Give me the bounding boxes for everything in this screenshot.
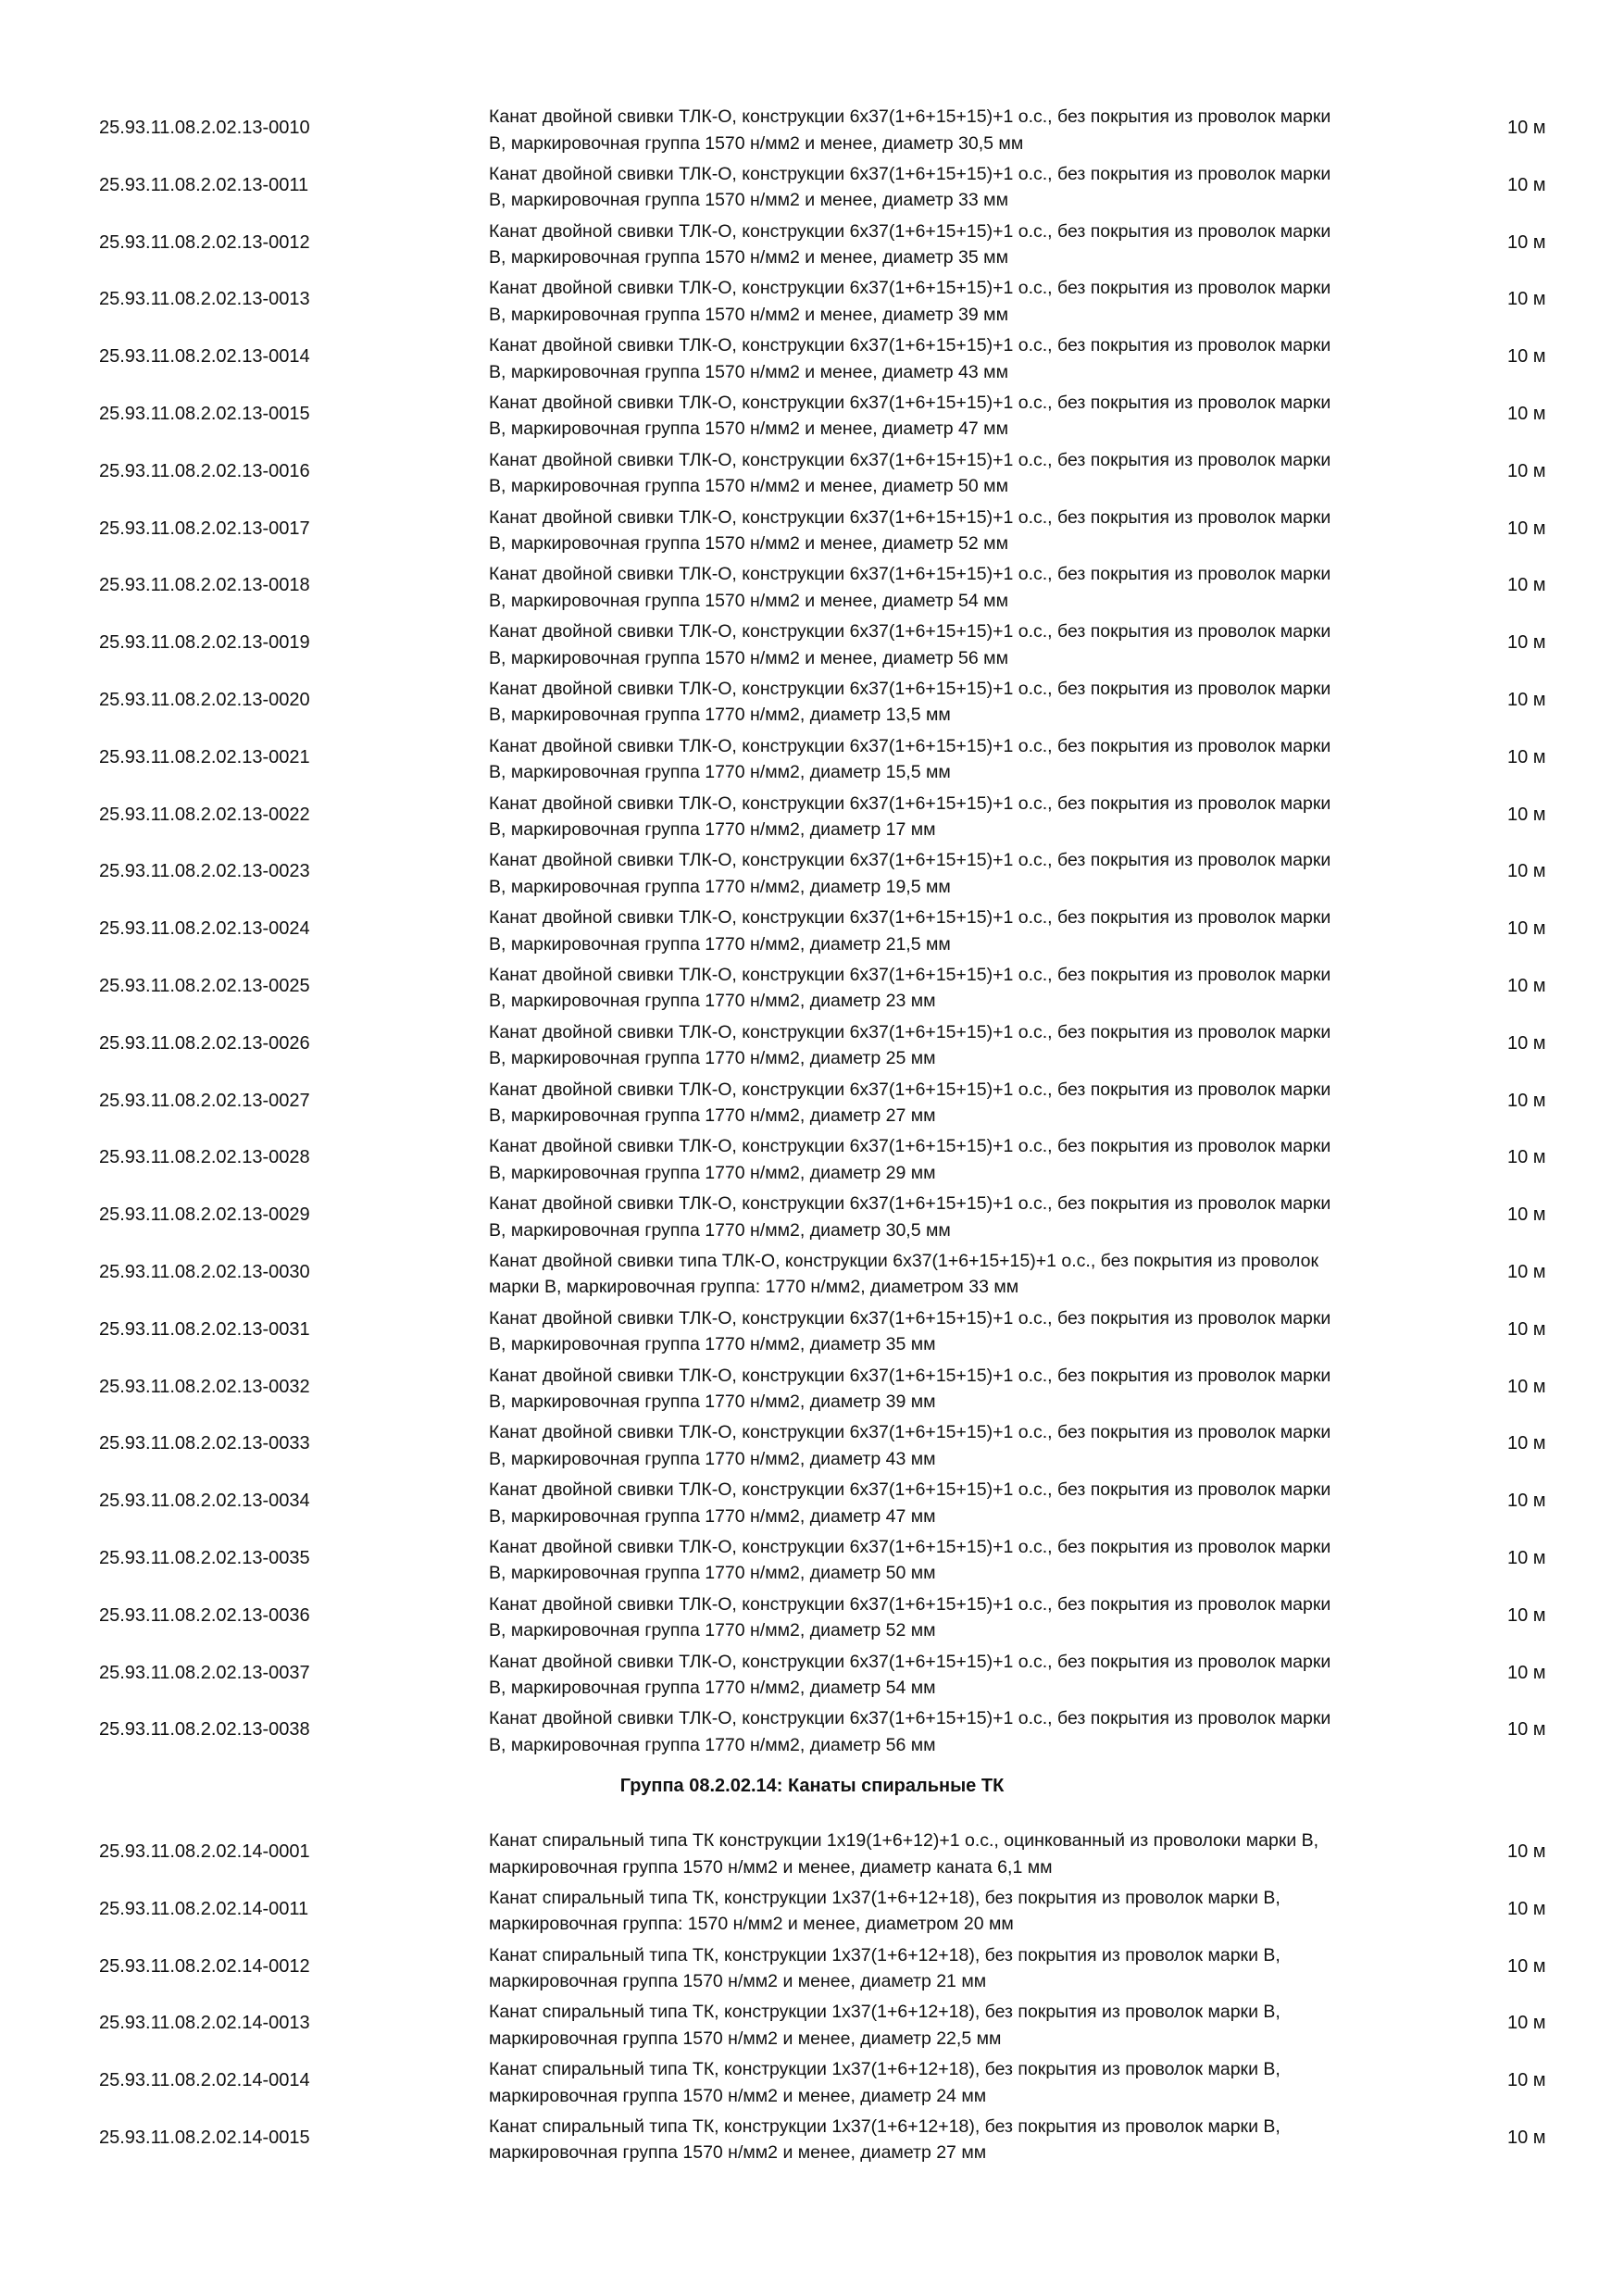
table-row [0, 386, 1624, 443]
row-description-line: Канат двойной свивки ТЛК-О, конструкции 6х37(1+6+15+15)+1 о.с., без покрытия из проволок марки [489, 449, 1331, 470]
table-row [0, 1359, 1624, 1416]
row-description-line: В, маркировочная группа 1570 н/мм2 и менее, диаметр 33 мм [489, 190, 1008, 211]
row-unit: 10 м [1507, 403, 1546, 424]
row-description [489, 618, 1452, 671]
row-code: 25.93.11.08.2.02.13-0021 [99, 746, 310, 767]
row-description-line: Канат двойной свивки ТЛК-О, конструкции 6х37(1+6+15+15)+1 о.с., без покрытия из проволок марки [489, 392, 1331, 413]
row-code: 25.93.11.08.2.02.13-0020 [99, 689, 310, 710]
table-row [0, 271, 1624, 329]
row-code: 25.93.11.08.2.02.13-0018 [99, 575, 310, 596]
row-description-line: Канат двойной свивки ТЛК-О, конструкции 6х37(1+6+15+15)+1 о.с., без покрытия из проволок марки [489, 1307, 1331, 1329]
row-description-line: Канат двойной свивки типа ТЛК-О, конструкции 6х37(1+6+15+15)+1 о.с., без покрытия из проволок [489, 1250, 1319, 1271]
row-description-line: Канат двойной свивки ТЛК-О, конструкции 6х37(1+6+15+15)+1 о.с., без покрытия из проволок марки [489, 506, 1331, 528]
row-description-line: Канат двойной свивки ТЛК-О, конструкции 6х37(1+6+15+15)+1 о.с., без покрытия из проволок марки [489, 1593, 1331, 1615]
row-code: 25.93.11.08.2.02.13-0010 [99, 118, 310, 138]
row-description-line: Канат двойной свивки ТЛК-О, конструкции 6х37(1+6+15+15)+1 о.с., без покрытия из проволок марки [489, 621, 1331, 643]
row-code: 25.93.11.08.2.02.13-0036 [99, 1604, 310, 1626]
row-description [489, 1248, 1452, 1301]
row-description-line: В, маркировочная группа 1570 н/мм2 и менее, диаметр 54 мм [489, 590, 1008, 611]
row-code: 25.93.11.08.2.02.14-0014 [99, 2070, 310, 2091]
row-description-line: В, маркировочная группа 1770 н/мм2, диаметр 25 мм [489, 1048, 936, 1069]
row-description-line: Канат спиральный типа ТК, конструкции 1х37(1+6+12+18), без покрытия из проволок марки В, [489, 2115, 1280, 2137]
row-unit: 10 м [1507, 746, 1546, 767]
row-unit: 10 м [1507, 1719, 1546, 1741]
table-row [0, 958, 1624, 1016]
table-row [0, 843, 1624, 901]
row-description-line: В, маркировочная группа 1770 н/мм2, диаметр 39 мм [489, 1391, 936, 1413]
row-description-line: В, маркировочная группа 1570 н/мм2 и менее, диаметр 43 мм [489, 361, 1008, 382]
row-description [489, 1828, 1452, 1880]
row-description-line: В, маркировочная группа 1770 н/мм2, диаметр 56 мм [489, 1734, 936, 1755]
row-description-line: В, маркировочная группа 1570 н/мм2 и менее, диаметр 52 мм [489, 533, 1008, 555]
row-code: 25.93.11.08.2.02.13-0015 [99, 403, 310, 424]
row-description [489, 1885, 1452, 1938]
table-row [0, 1302, 1624, 1359]
row-code: 25.93.11.08.2.02.14-0013 [99, 2013, 310, 2034]
table-row [0, 1187, 1624, 1244]
row-description [489, 1077, 1452, 1129]
row-description-line: маркировочная группа 1570 н/мм2 и менее, диаметр 21 мм [489, 1971, 987, 1992]
row-description-line: маркировочная группа 1570 н/мм2 и менее, диаметр 27 мм [489, 2142, 987, 2164]
row-unit: 10 м [1507, 231, 1546, 253]
row-code: 25.93.11.08.2.02.14-0001 [99, 1841, 310, 1862]
row-description-line: Канат двойной свивки ТЛК-О, конструкции 6х37(1+6+15+15)+1 о.с., без покрытия из проволок марки [489, 163, 1331, 184]
table-row [0, 1530, 1624, 1588]
row-description-line: В, маркировочная группа 1770 н/мм2, диаметр 43 мм [489, 1448, 936, 1469]
row-description [489, 847, 1452, 900]
row-description-line: В, маркировочная группа 1570 н/мм2 и менее, диаметр 50 мм [489, 476, 1008, 497]
row-description-line: В, маркировочная группа 1770 н/мм2, диаметр 50 мм [489, 1563, 936, 1584]
row-description-line: В, маркировочная группа 1570 н/мм2 и менее, диаметр 35 мм [489, 247, 1008, 268]
row-code: 25.93.11.08.2.02.13-0027 [99, 1090, 310, 1111]
row-description-line: В, маркировочная группа 1570 н/мм2 и менее, диаметр 39 мм [489, 304, 1008, 325]
row-code: 25.93.11.08.2.02.14-0011 [99, 1898, 309, 1919]
row-unit: 10 м [1507, 2127, 1546, 2148]
row-code: 25.93.11.08.2.02.13-0028 [99, 1147, 310, 1168]
row-description-line: маркировочная группа 1570 н/мм2 и менее, диаметр 24 мм [489, 2085, 987, 2106]
row-unit: 10 м [1507, 804, 1546, 825]
row-description-line: В, маркировочная группа 1770 н/мм2, диаметр 23 мм [489, 991, 936, 1012]
row-description [489, 275, 1452, 328]
row-description-line: Канат двойной свивки ТЛК-О, конструкции 6х37(1+6+15+15)+1 о.с., без покрытия из проволок марки [489, 1536, 1331, 1557]
row-unit: 10 м [1507, 1261, 1546, 1282]
table-row [0, 1939, 1624, 1996]
row-description-line: Канат двойной свивки ТЛК-О, конструкции 6х37(1+6+15+15)+1 о.с., без покрытия из проволок марки [489, 1651, 1331, 1672]
table-row [0, 1702, 1624, 1759]
row-unit: 10 м [1507, 975, 1546, 996]
row-description [489, 1942, 1452, 1995]
row-description [489, 1191, 1452, 1243]
row-code: 25.93.11.08.2.02.13-0017 [99, 518, 310, 539]
table-row [0, 215, 1624, 272]
row-code: 25.93.11.08.2.02.13-0023 [99, 861, 310, 882]
row-description-line: Канат двойной свивки ТЛК-О, конструкции 6х37(1+6+15+15)+1 о.с., без покрытия из проволок марки [489, 907, 1331, 929]
row-unit: 10 м [1507, 174, 1546, 195]
row-unit: 10 м [1507, 1318, 1546, 1340]
row-description-line: В, маркировочная группа 1770 н/мм2, диаметр 15,5 мм [489, 762, 951, 783]
row-description [489, 561, 1452, 614]
table-row [0, 443, 1624, 501]
row-unit: 10 м [1507, 632, 1546, 654]
row-unit: 10 м [1507, 918, 1546, 940]
row-description [489, 1649, 1452, 1702]
table-row [0, 557, 1624, 615]
row-description-line: Канат двойной свивки ТЛК-О, конструкции 6х37(1+6+15+15)+1 о.с., без покрытия из проволок марки [489, 1479, 1331, 1501]
row-description-line: Канат спиральный типа ТК конструкции 1х19(1+6+12)+1 о.с., оцинкованный из проволоки марки В, [489, 1830, 1319, 1851]
table-row [0, 1416, 1624, 1473]
row-description [489, 905, 1452, 957]
row-code: 25.93.11.08.2.02.13-0033 [99, 1433, 310, 1454]
row-unit: 10 м [1507, 1204, 1546, 1226]
table-row [0, 615, 1624, 672]
row-description [489, 1477, 1452, 1529]
row-code: 25.93.11.08.2.02.13-0011 [99, 174, 309, 195]
row-description-line: В, маркировочная группа 1770 н/мм2, диаметр 29 мм [489, 1162, 936, 1183]
row-description [489, 1534, 1452, 1587]
row-description [489, 161, 1452, 214]
row-description-line: Канат двойной свивки ТЛК-О, конструкции 6х37(1+6+15+15)+1 о.с., без покрытия из проволок марки [489, 792, 1331, 814]
table-row [0, 1016, 1624, 1073]
row-unit: 10 м [1507, 1547, 1546, 1568]
row-description-line: В, маркировочная группа 1570 н/мм2 и менее, диаметр 56 мм [489, 647, 1008, 668]
row-description-line: Канат двойной свивки ТЛК-О, конструкции 6х37(1+6+15+15)+1 о.с., без покрытия из проволок марки [489, 1365, 1331, 1386]
row-description-line: Канат двойной свивки ТЛК-О, конструкции 6х37(1+6+15+15)+1 о.с., без покрытия из проволок марки [489, 564, 1331, 585]
row-unit: 10 м [1507, 1090, 1546, 1111]
row-code: 25.93.11.08.2.02.13-0038 [99, 1719, 310, 1741]
row-code: 25.93.11.08.2.02.13-0019 [99, 632, 310, 654]
row-unit: 10 м [1507, 1032, 1546, 1054]
row-description [489, 447, 1452, 500]
row-description [489, 733, 1452, 786]
row-description-line: В, маркировочная группа 1770 н/мм2, диаметр 47 мм [489, 1505, 936, 1527]
row-description [489, 1999, 1452, 2052]
row-description-line: Канат двойной свивки ТЛК-О, конструкции 6х37(1+6+15+15)+1 о.с., без покрытия из проволок марки [489, 1136, 1331, 1157]
table-row [0, 1995, 1624, 2053]
row-description-line: В, маркировочная группа 1770 н/мм2, диаметр 54 мм [489, 1678, 936, 1699]
row-code: 25.93.11.08.2.02.14-0012 [99, 1955, 310, 1977]
row-description [489, 962, 1452, 1015]
row-description-line: Канат двойной свивки ТЛК-О, конструкции 6х37(1+6+15+15)+1 о.с., без покрытия из проволок марки [489, 678, 1331, 699]
table-row [0, 787, 1624, 844]
row-unit: 10 м [1507, 346, 1546, 368]
table-row [0, 2110, 1624, 2167]
row-code: 25.93.11.08.2.02.13-0035 [99, 1547, 310, 1568]
table-row [0, 157, 1624, 215]
row-unit: 10 м [1507, 518, 1546, 539]
row-code: 25.93.11.08.2.02.13-0029 [99, 1204, 310, 1226]
row-description-line: маркировочная группа 1570 н/мм2 и менее, диаметр 22,5 мм [489, 2028, 1002, 2049]
table-row [0, 1588, 1624, 1645]
row-description-line: Канат спиральный типа ТК, конструкции 1х37(1+6+12+18), без покрытия из проволок марки В, [489, 2059, 1280, 2080]
table-row [0, 1881, 1624, 1939]
row-description-line: Канат спиральный типа ТК, конструкции 1х37(1+6+12+18), без покрытия из проволок марки В, [489, 1887, 1280, 1908]
row-description-line: Канат двойной свивки ТЛК-О, конструкции 6х37(1+6+15+15)+1 о.с., без покрытия из проволок марки [489, 106, 1331, 127]
row-unit: 10 м [1507, 118, 1546, 138]
row-unit: 10 м [1507, 2070, 1546, 2091]
table-row [0, 730, 1624, 787]
row-code: 25.93.11.08.2.02.13-0022 [99, 804, 310, 825]
table-row [0, 501, 1624, 558]
row-description [489, 2114, 1452, 2166]
row-code: 25.93.11.08.2.02.13-0037 [99, 1662, 310, 1683]
row-description-line: маркировочная группа: 1570 н/мм2 и менее, диаметром 20 мм [489, 1914, 1014, 1935]
table-row [0, 1824, 1624, 1881]
group-heading: Группа 08.2.02.14: Канаты спиральные ТК [619, 1776, 1005, 1796]
row-description [489, 2056, 1452, 2109]
row-description-line: Канат двойной свивки ТЛК-О, конструкции 6х37(1+6+15+15)+1 о.с., без покрытия из проволок марки [489, 964, 1331, 985]
row-description-line: В, маркировочная группа 1770 н/мм2, диаметр 19,5 мм [489, 876, 951, 897]
row-description [489, 676, 1452, 729]
table-row [0, 329, 1624, 386]
row-unit: 10 м [1507, 1376, 1546, 1397]
row-description [489, 791, 1452, 843]
table-row [0, 100, 1624, 157]
row-description-line: В, маркировочная группа 1570 н/мм2 и менее, диаметр 47 мм [489, 418, 1008, 440]
table-row [0, 2053, 1624, 2110]
table-row [0, 1244, 1624, 1302]
row-description [489, 1363, 1452, 1416]
row-description-line: В, маркировочная группа 1770 н/мм2, диаметр 52 мм [489, 1620, 936, 1641]
row-unit: 10 м [1507, 289, 1546, 310]
row-description [489, 1591, 1452, 1644]
row-description-line: маркировочная группа 1570 н/мм2 и менее, диаметр каната 6,1 мм [489, 1856, 1053, 1878]
table-row [0, 672, 1624, 730]
group-14-table [0, 1824, 1624, 2167]
row-unit: 10 м [1507, 1898, 1546, 1919]
row-description [489, 1419, 1452, 1472]
row-description-line: В, маркировочная группа 1770 н/мм2, диаметр 27 мм [489, 1105, 936, 1127]
table-row [0, 1073, 1624, 1130]
row-unit: 10 м [1507, 861, 1546, 882]
row-description [489, 505, 1452, 557]
row-description-line: Канат спиральный типа ТК, конструкции 1х37(1+6+12+18), без покрытия из проволок марки В, [489, 1944, 1280, 1965]
row-description-line: Канат двойной свивки ТЛК-О, конструкции 6х37(1+6+15+15)+1 о.с., без покрытия из проволок марки [489, 1021, 1331, 1042]
row-unit: 10 м [1507, 575, 1546, 596]
row-description-line: Канат двойной свивки ТЛК-О, конструкции 6х37(1+6+15+15)+1 о.с., без покрытия из проволок марки [489, 735, 1331, 756]
row-code: 25.93.11.08.2.02.13-0032 [99, 1376, 310, 1397]
row-unit: 10 м [1507, 1491, 1546, 1512]
row-description [489, 1019, 1452, 1072]
row-description [489, 218, 1452, 271]
table-row [0, 1129, 1624, 1187]
row-description-line: Канат двойной свивки ТЛК-О, конструкции 6х37(1+6+15+15)+1 о.с., без покрытия из проволок марки [489, 1079, 1331, 1100]
row-description [489, 1133, 1452, 1186]
row-description-line: Канат двойной свивки ТЛК-О, конструкции 6х37(1+6+15+15)+1 о.с., без покрытия из проволок марки [489, 220, 1331, 242]
row-code: 25.93.11.08.2.02.13-0014 [99, 346, 310, 368]
row-code: 25.93.11.08.2.02.13-0016 [99, 460, 310, 481]
row-description [489, 390, 1452, 443]
row-description-line: В, маркировочная группа 1570 н/мм2 и менее, диаметр 30,5 мм [489, 132, 1024, 154]
row-code: 25.93.11.08.2.02.13-0031 [99, 1318, 310, 1340]
row-unit: 10 м [1507, 1955, 1546, 1977]
row-description-line: В, маркировочная группа 1770 н/мм2, диаметр 17 мм [489, 819, 936, 841]
row-description [489, 104, 1452, 156]
row-code: 25.93.11.08.2.02.13-0034 [99, 1491, 310, 1512]
row-code: 25.93.11.08.2.02.13-0013 [99, 289, 310, 310]
table-row [0, 1473, 1624, 1530]
row-description-line: В, маркировочная группа 1770 н/мм2, диаметр 13,5 мм [489, 705, 951, 726]
row-description-line: Канат двойной свивки ТЛК-О, конструкции 6х37(1+6+15+15)+1 о.с., без покрытия из проволок марки [489, 1193, 1331, 1215]
row-code: 25.93.11.08.2.02.13-0012 [99, 231, 310, 253]
row-description-line: В, маркировочная группа 1770 н/мм2, диаметр 35 мм [489, 1334, 936, 1355]
row-description-line: В, маркировочная группа 1770 н/мм2, диаметр 30,5 мм [489, 1219, 951, 1241]
row-unit: 10 м [1507, 1147, 1546, 1168]
row-description-line: Канат двойной свивки ТЛК-О, конструкции 6х37(1+6+15+15)+1 о.с., без покрытия из проволок марки [489, 278, 1331, 299]
row-description [489, 332, 1452, 385]
group-13-table [0, 100, 1624, 1759]
row-description-line: Канат двойной свивки ТЛК-О, конструкции 6х37(1+6+15+15)+1 о.с., без покрытия из проволок марки [489, 850, 1331, 871]
row-description-line: Канат двойной свивки ТЛК-О, конструкции 6х37(1+6+15+15)+1 о.с., без покрытия из проволок марки [489, 1708, 1331, 1729]
row-unit: 10 м [1507, 460, 1546, 481]
row-unit: 10 м [1507, 1433, 1546, 1454]
row-code: 25.93.11.08.2.02.14-0015 [99, 2127, 310, 2148]
row-description [489, 1305, 1452, 1358]
row-unit: 10 м [1507, 689, 1546, 710]
row-code: 25.93.11.08.2.02.13-0025 [99, 975, 310, 996]
row-unit: 10 м [1507, 2013, 1546, 2034]
row-code: 25.93.11.08.2.02.13-0026 [99, 1032, 310, 1054]
row-code: 25.93.11.08.2.02.13-0024 [99, 918, 310, 940]
row-unit: 10 м [1507, 1662, 1546, 1683]
row-description-line: марки В, маркировочная группа: 1770 н/мм2, диаметром 33 мм [489, 1277, 1019, 1298]
row-description-line: Канат двойной свивки ТЛК-О, конструкции 6х37(1+6+15+15)+1 о.с., без покрытия из проволок марки [489, 1422, 1331, 1443]
row-code: 25.93.11.08.2.02.13-0030 [99, 1261, 310, 1282]
row-description-line: Канат спиральный типа ТК, конструкции 1х37(1+6+12+18), без покрытия из проволок марки В, [489, 2002, 1280, 2023]
table-row [0, 1645, 1624, 1703]
row-description [489, 1705, 1452, 1758]
table-row [0, 901, 1624, 958]
row-unit: 10 м [1507, 1604, 1546, 1626]
row-unit: 10 м [1507, 1841, 1546, 1862]
row-description-line: Канат двойной свивки ТЛК-О, конструкции 6х37(1+6+15+15)+1 о.с., без покрытия из проволок марки [489, 335, 1331, 356]
row-description-line: В, маркировочная группа 1770 н/мм2, диаметр 21,5 мм [489, 933, 951, 955]
